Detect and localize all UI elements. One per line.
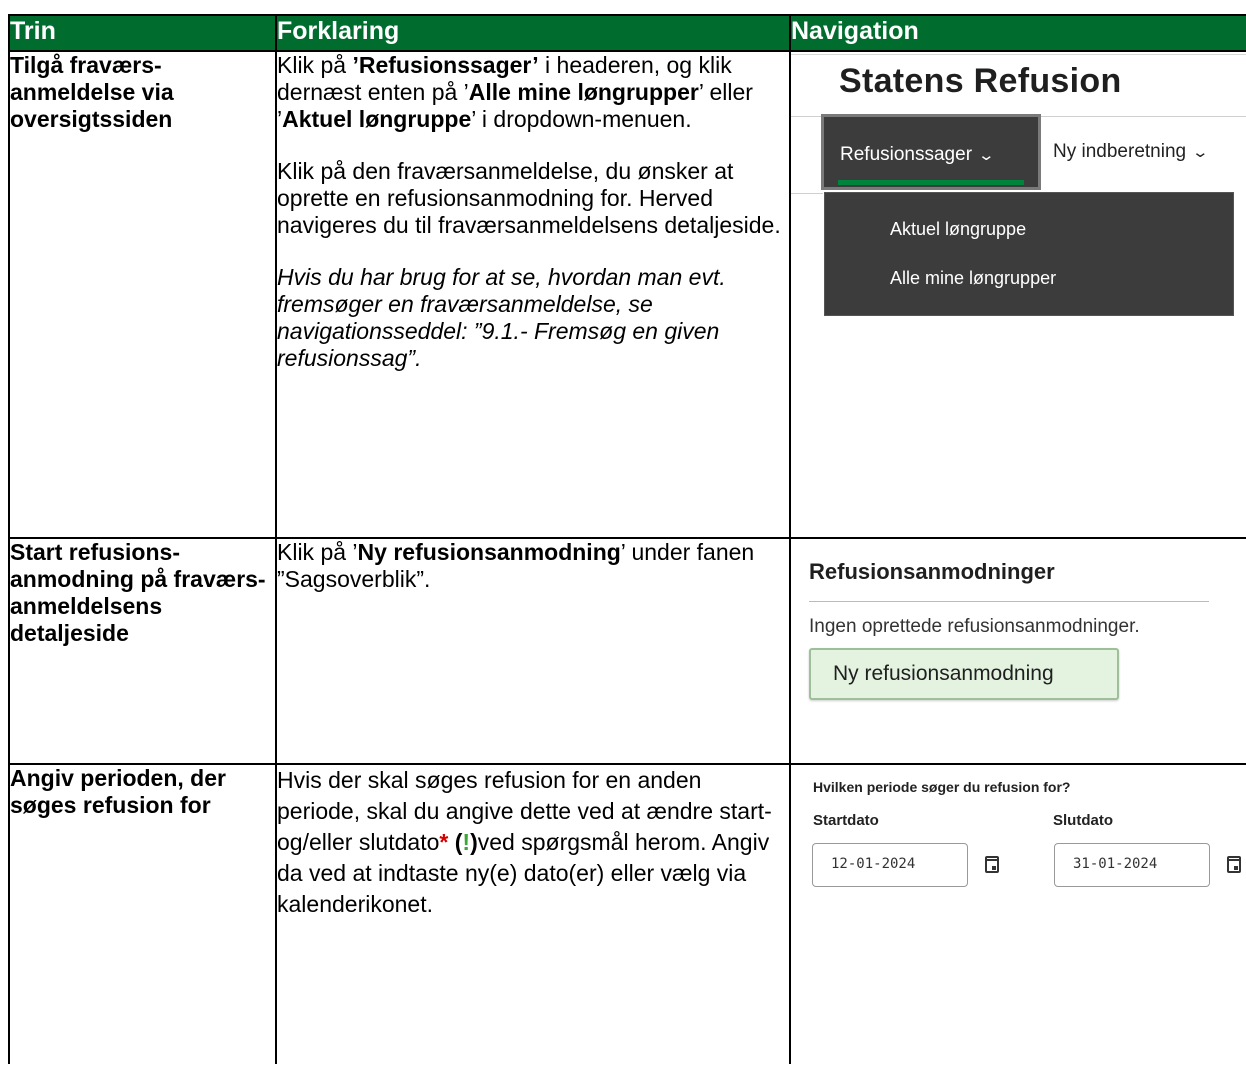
input-value: 12-01-2024 — [831, 856, 916, 872]
text-bold: ) — [470, 829, 478, 855]
dropdown-menu — [824, 192, 1234, 316]
explanation-paragraph — [277, 765, 789, 920]
guide-table — [8, 14, 1246, 1064]
calendar-icon[interactable] — [1227, 856, 1241, 873]
chevron-down-icon: ⌄ — [1191, 144, 1210, 161]
divider — [791, 54, 1246, 55]
divider — [791, 193, 823, 194]
ny-indberetning-menu-button[interactable] — [1053, 141, 1210, 163]
slutdato-input[interactable] — [1054, 843, 1210, 887]
explanation-cell — [276, 51, 790, 538]
period-question: Hvilken periode søger du refusion for? — [813, 779, 1071, 795]
explanation-paragraph — [277, 539, 789, 593]
text-bold: ’Refusionssager’ — [352, 52, 539, 78]
step-cell: Start refusions-anmodning på fraværs-anmeldelsens detaljeside — [9, 538, 276, 764]
table-row — [9, 538, 1246, 764]
table-header-row — [9, 15, 1246, 51]
explanation-paragraph: Klik på den fraværsanmeldelse, du ønsker at oprette en refusionsanmodning for. Herved navigeres du til fraværsanmeldelsens detaljeside. — [277, 158, 781, 238]
empty-state-text: Ingen oprettede refusionsanmodninger. — [809, 616, 1140, 637]
explanation-cell — [276, 764, 790, 1064]
required-star: * — [439, 829, 449, 855]
table-row — [9, 764, 1246, 1064]
text-bold: ( — [448, 829, 463, 855]
slutdato-label: Slutdato — [1053, 812, 1113, 829]
text: Klik på — [277, 52, 353, 78]
text: Klik på ’ — [277, 539, 358, 565]
explanation-cell — [276, 538, 790, 764]
explanation-note: Hvis du har brug for at se, hvordan man evt. fremsøger en fraværsanmeldelse, se navigationsseddel: ”9.1.- Fremsøg en given refusionssag”. — [277, 264, 726, 371]
navigation-cell — [790, 51, 1246, 538]
menu-label-text: Ny indberetning — [1053, 141, 1187, 162]
text: ’ under fanen ”Sagsoverblik”. — [277, 539, 755, 592]
step-cell: Tilgå fraværs-anmeldelse via oversigtssiden — [9, 51, 276, 538]
header-forklaring: Forklaring — [276, 15, 790, 51]
text-bold: Alle mine løngrupper — [468, 79, 699, 105]
text-bold: Aktuel løngruppe — [282, 106, 472, 132]
step-cell: Angiv perioden, der søges refusion for — [9, 764, 276, 1064]
calendar-icon[interactable] — [985, 856, 999, 873]
chevron-down-icon: ⌄ — [977, 147, 996, 164]
startdato-label: Startdato — [813, 812, 879, 829]
refusionsanmodninger-screenshot — [791, 539, 1246, 725]
section-title: Refusionsanmodninger — [809, 559, 1055, 584]
period-form-screenshot — [791, 765, 1246, 1043]
header-trin: Trin — [9, 15, 276, 51]
text: Hvis der skal søges refusion for en anden periode, skal du angive dette ved at ændre start- og/eller slutdato — [277, 767, 772, 855]
text: ’ i dropdown-menuen. — [471, 106, 692, 132]
header-menu-screenshot — [791, 52, 1246, 514]
button-label: Ny refusionsanmodning — [833, 662, 1054, 685]
site-title: Statens Refusion — [839, 62, 1122, 100]
divider — [809, 601, 1209, 602]
ny-refusionsanmodning-button[interactable] — [809, 648, 1119, 700]
refusionssager-menu-button[interactable] — [821, 114, 1041, 190]
startdato-input[interactable] — [812, 843, 968, 887]
input-value: 31-01-2024 — [1073, 856, 1158, 872]
navigation-cell — [790, 764, 1246, 1064]
dropdown-item-alle-mine-loengrupper[interactable]: Alle mine løngrupper — [890, 268, 1057, 288]
menu-label — [840, 144, 996, 166]
explanation-paragraph — [277, 52, 789, 133]
text: ’ eller ’ — [277, 79, 753, 132]
text: i headeren, og klik dernæst enten på ’ — [277, 52, 732, 105]
active-indicator — [838, 180, 1024, 185]
header-navigation: Navigation — [790, 15, 1246, 51]
table-row — [9, 51, 1246, 538]
exclamation-icon: ! — [462, 829, 471, 855]
dropdown-item-aktuel-loengruppe[interactable]: Aktuel løngruppe — [890, 219, 1027, 239]
text-bold: Ny refusionsanmodning — [357, 539, 621, 565]
menu-label-text: Refusionssager — [840, 144, 973, 165]
navigation-cell — [790, 538, 1246, 764]
text: ved spørgsmål herom. Angiv da ved at indtaste ny(e) dato(er) eller vælg via kalenderikonet. — [277, 829, 770, 917]
